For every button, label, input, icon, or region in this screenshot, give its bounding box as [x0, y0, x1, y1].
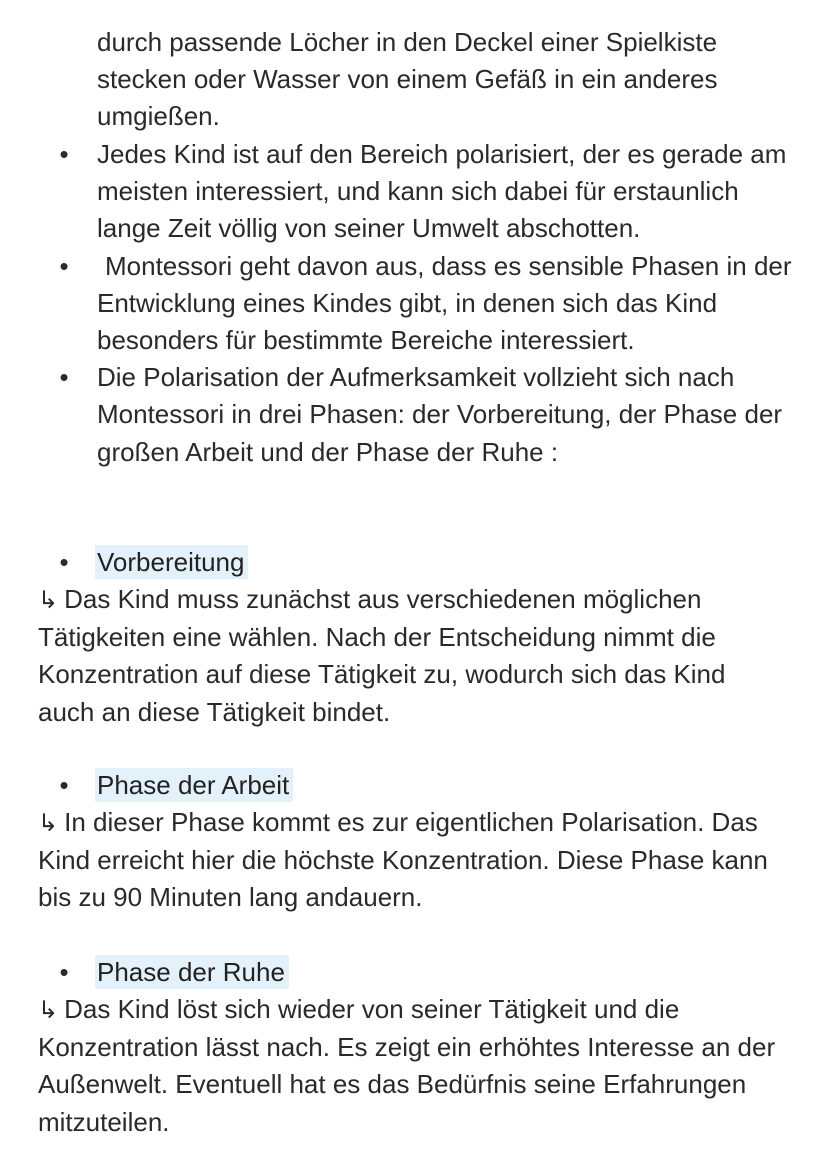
phase-text: Das Kind muss zunächst aus verschiedenen möglichen Tätigkeiten eine wählen. Nach der Entscheidung nimmt die Konzentration auf diese Tätigkeit zu, wodurch sich das Kind auch an diese Tätigkeit bindet. [38, 584, 726, 727]
bullet-dot-icon: • [59, 139, 69, 169]
bullet-text: Die Polarisation der Aufmerksamkeit vollzieht sich nach Montessori in drei Phasen: der Vorbereitung, der Phase der großen Arbeit und der Phase der Ruhe : [97, 362, 783, 467]
return-arrow-icon: ↳ [38, 997, 59, 1024]
phase-heading [0, 954, 828, 991]
phase-heading [0, 544, 828, 581]
bullet-item [0, 136, 797, 248]
intro-continuation-text: durch passende Löcher in den Deckel einer Spielkiste stecken oder Wasser von einem Gefäß in ein anderes umgießen. [97, 27, 718, 132]
phase-title-highlighted: Phase der Ruhe [95, 955, 289, 989]
phase-heading [0, 767, 828, 804]
bullet-dot-icon: • [59, 957, 69, 987]
phase-section-arbeit [0, 767, 828, 917]
bullet-list [0, 136, 828, 471]
bullet-item [0, 359, 797, 471]
phase-description [0, 804, 788, 917]
phase-title-highlighted: Phase der Arbeit [95, 768, 293, 802]
return-arrow-icon: ↳ [38, 810, 59, 837]
phase-description [0, 991, 788, 1141]
bullet-text: Montessori geht davon aus, dass es sensible Phasen in der Entwicklung eines Kindes gibt, in denen sich das Kind besonders für bestimmte Bereiche interessiert. [97, 250, 792, 356]
phase-title-highlighted: Vorbereitung [95, 545, 248, 579]
bullet-dot-icon: • [59, 250, 69, 281]
phase-section-ruhe [0, 954, 828, 1141]
bullet-text: Jedes Kind ist auf den Bereich polarisiert, der es gerade am meisten interessiert, und kann sich dabei für erstaunlich lange Zeit völlig von seiner Umwelt abschotten. [97, 139, 787, 244]
bullet-dot-icon: • [59, 547, 69, 577]
phase-text: Das Kind löst sich wieder von seiner Tätigkeit und die Konzentration lässt nach. Es zeigt ein erhöhtes Interesse an der Außenwelt. Eventuell hat es das Bedürfnis seine Erfahrungen mitzuteilen. [38, 994, 776, 1137]
return-arrow-icon: ↳ [38, 587, 59, 614]
phase-section-vorbereitung [0, 544, 828, 731]
bullet-dot-icon: • [59, 770, 69, 800]
phase-text: In dieser Phase kommt es zur eigentlichen Polarisation. Das Kind erreicht hier die höchste Konzentration. Diese Phase kann bis zu 90 Minuten lang andauern. [38, 807, 768, 913]
bullet-dot-icon: • [59, 362, 69, 393]
phase-description [0, 581, 788, 731]
bullet-item [0, 248, 797, 360]
